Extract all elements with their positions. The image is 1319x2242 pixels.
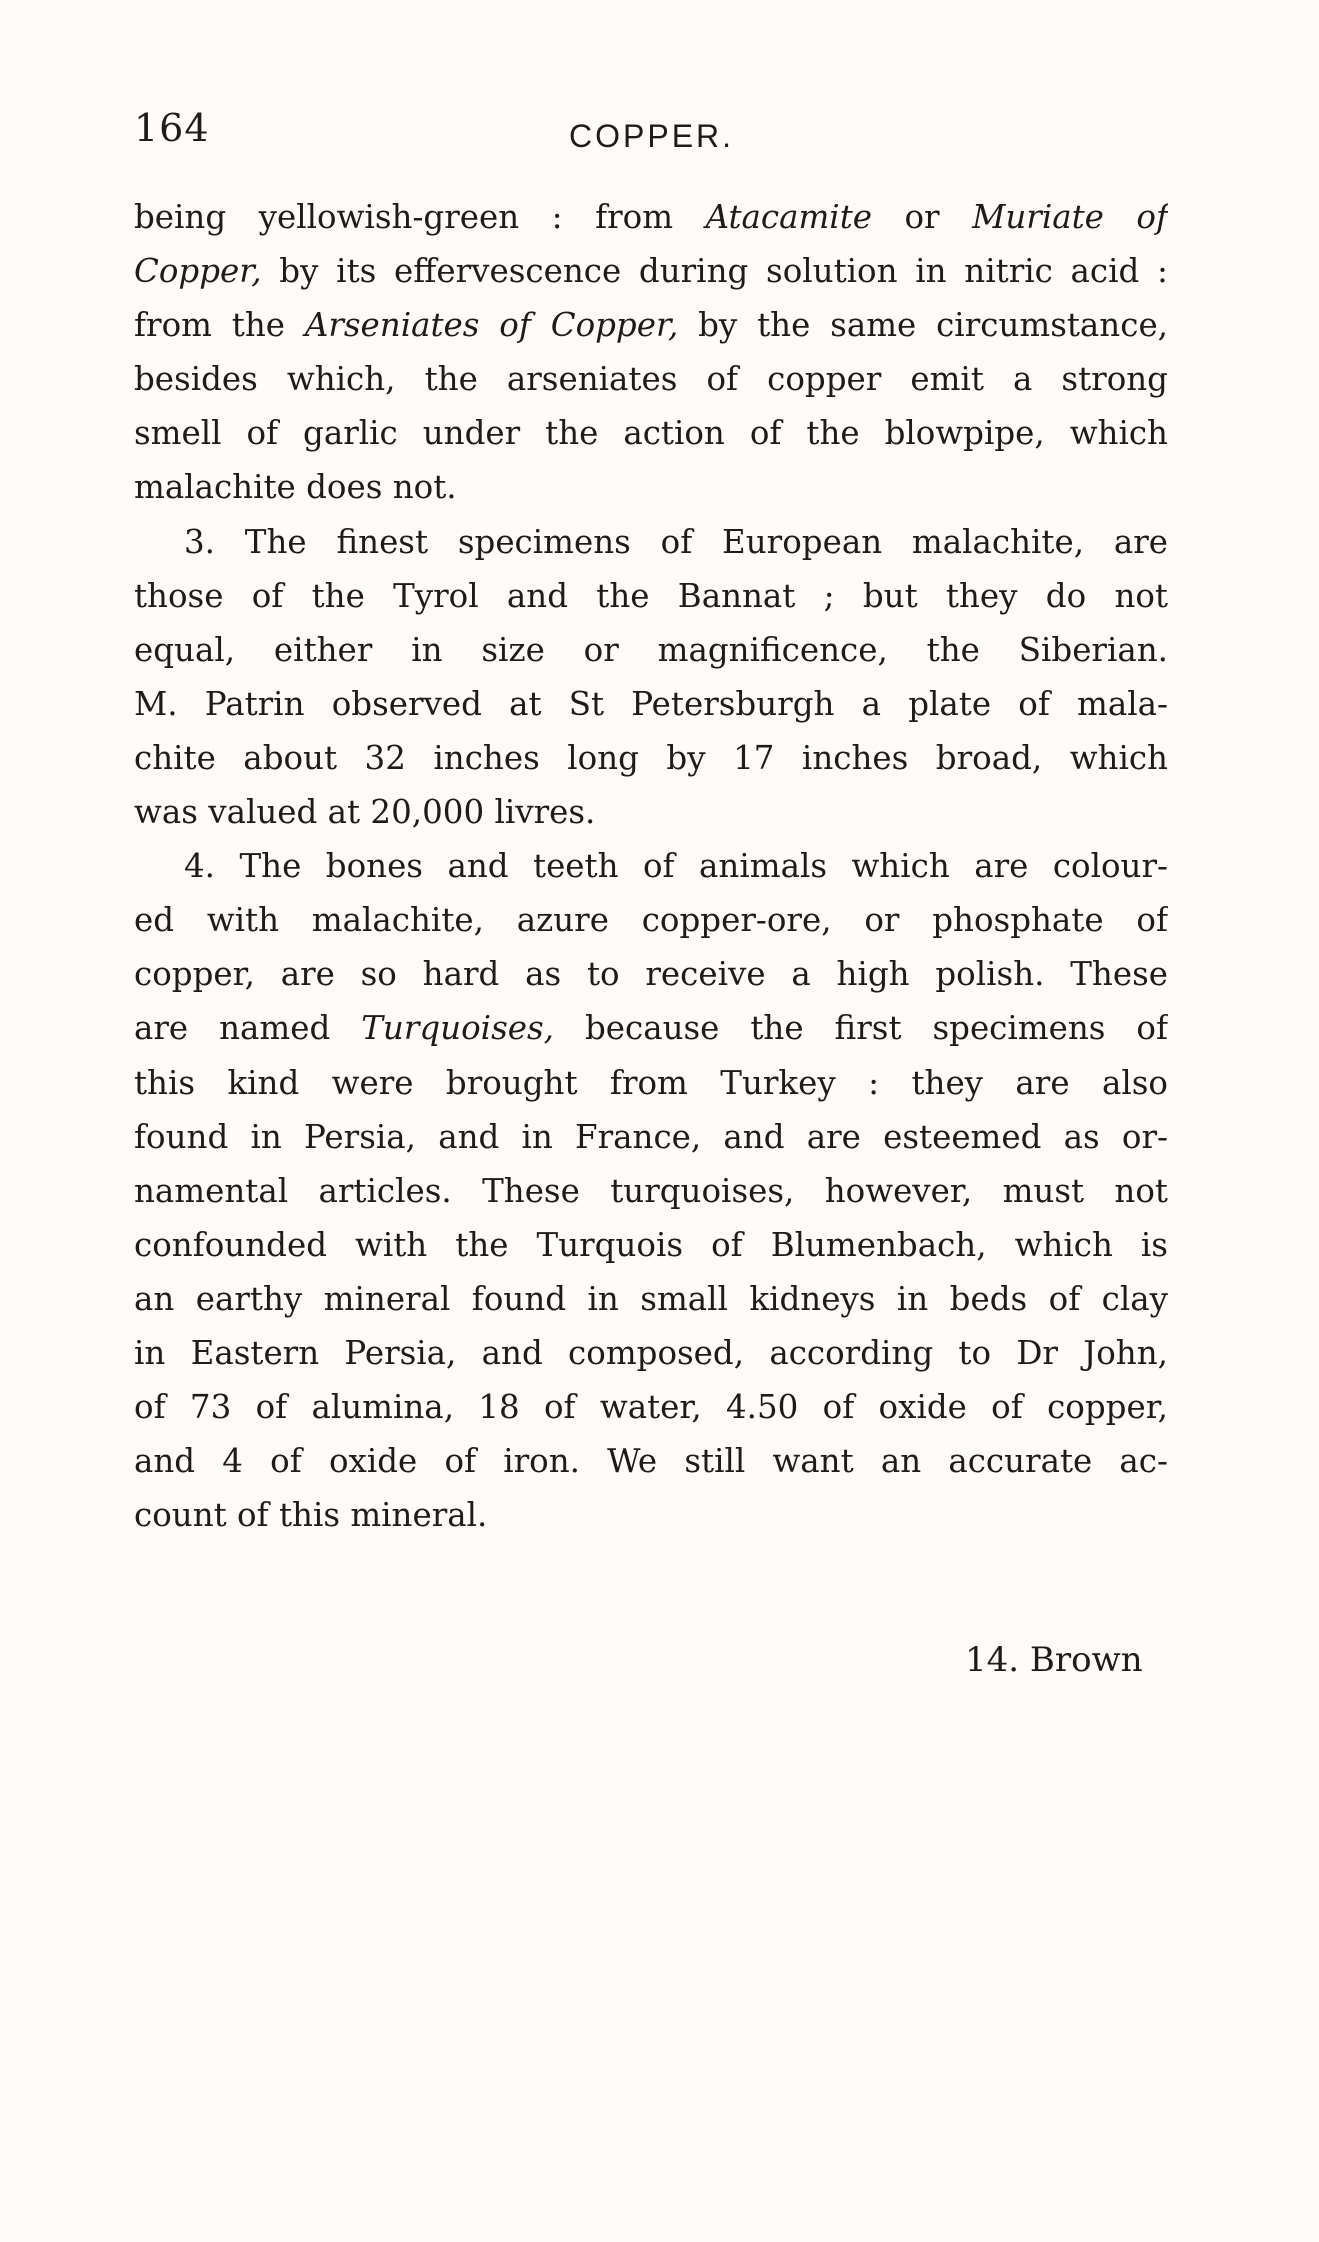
text-line — [134, 1272, 1168, 1326]
text-run: because the first specimens of — [554, 1009, 1168, 1048]
page-number: 164 — [134, 106, 210, 150]
text-run: besides which, the arseniates of copper emit a strong — [134, 360, 1168, 399]
text-line — [134, 1434, 1168, 1488]
italic-term: Copper, — [134, 252, 262, 291]
text-line — [134, 244, 1168, 298]
text-run: or — [871, 198, 973, 236]
text-line — [134, 460, 1168, 514]
text-line — [134, 298, 1168, 352]
body-text — [134, 190, 1168, 1542]
text-run: confounded with the Turquois of Blumenbach, which is — [134, 1225, 1168, 1264]
text-line — [134, 785, 1168, 839]
text-run: an earthy mineral found in small kidneys in beds of clay — [134, 1279, 1168, 1318]
text-run: 4. The bones and teeth of animals which are colour- — [184, 847, 1168, 886]
text-line — [134, 893, 1168, 947]
text-run: by its effervescence during solution in nitric acid : — [261, 252, 1168, 291]
text-run: this kind were brought from Turkey : they are also — [134, 1063, 1168, 1102]
text-line — [134, 515, 1168, 569]
text-run: chite about 32 inches long by 17 inches broad, which — [134, 738, 1168, 777]
text-run: by the same circumstance, — [678, 306, 1168, 345]
text-run: are named — [134, 1009, 362, 1048]
italic-term: Atacamite — [705, 198, 872, 236]
text-run: being yellowish-green : from — [134, 198, 706, 236]
italic-term: Muriate of — [972, 198, 1168, 236]
text-line — [134, 1056, 1168, 1110]
text-line — [134, 190, 1168, 244]
text-run: was valued at 20,000 livres. — [134, 793, 596, 832]
text-run: equal, either in size or magnificence, the Siberian. — [134, 630, 1168, 669]
text-line — [134, 947, 1168, 1001]
text-line — [134, 1110, 1168, 1164]
text-line — [134, 1380, 1168, 1434]
text-line — [134, 1488, 1168, 1542]
text-line — [134, 569, 1168, 623]
text-run: of 73 of alumina, 18 of water, 4.50 of oxide of copper, — [134, 1388, 1168, 1427]
text-run: M. Patrin observed at St Petersburgh a plate of mala- — [134, 684, 1168, 723]
text-run: and 4 of oxide of iron. We still want an accurate ac- — [134, 1442, 1168, 1481]
text-line — [134, 677, 1168, 731]
text-line — [134, 731, 1168, 785]
text-run: smell of garlic under the action of the blowpipe, which — [134, 414, 1168, 453]
text-run: those of the Tyrol and the Bannat ; but they do not — [134, 576, 1168, 615]
text-run: malachite does not. — [134, 468, 457, 507]
italic-term: Turquoises, — [361, 1009, 554, 1048]
text-line — [134, 623, 1168, 677]
catchword: 14. Brown — [965, 1640, 1143, 1680]
text-line — [134, 352, 1168, 406]
text-run: from the — [134, 306, 305, 345]
text-run: copper, are so hard as to receive a high polish. These — [134, 955, 1168, 994]
text-line — [134, 839, 1168, 893]
text-run: namental articles. These turquoises, however, must not — [134, 1171, 1168, 1210]
text-run: found in Persia, and in France, and are esteemed as or- — [134, 1117, 1168, 1156]
text-run: 3. The finest specimens of European malachite, are — [184, 522, 1168, 561]
page-header — [134, 100, 1184, 160]
text-line — [134, 1001, 1168, 1055]
text-run: in Eastern Persia, and composed, according to Dr John, — [134, 1333, 1168, 1372]
text-line — [134, 1164, 1168, 1218]
text-run: ed with malachite, azure copper-ore, or phosphate of — [134, 901, 1168, 940]
running-head: COPPER. — [569, 118, 735, 154]
text-line — [134, 1326, 1168, 1380]
text-line — [134, 1218, 1168, 1272]
italic-term: Arseniates of Copper, — [304, 306, 679, 345]
text-line — [134, 406, 1168, 460]
text-run: count of this mineral. — [134, 1496, 488, 1535]
